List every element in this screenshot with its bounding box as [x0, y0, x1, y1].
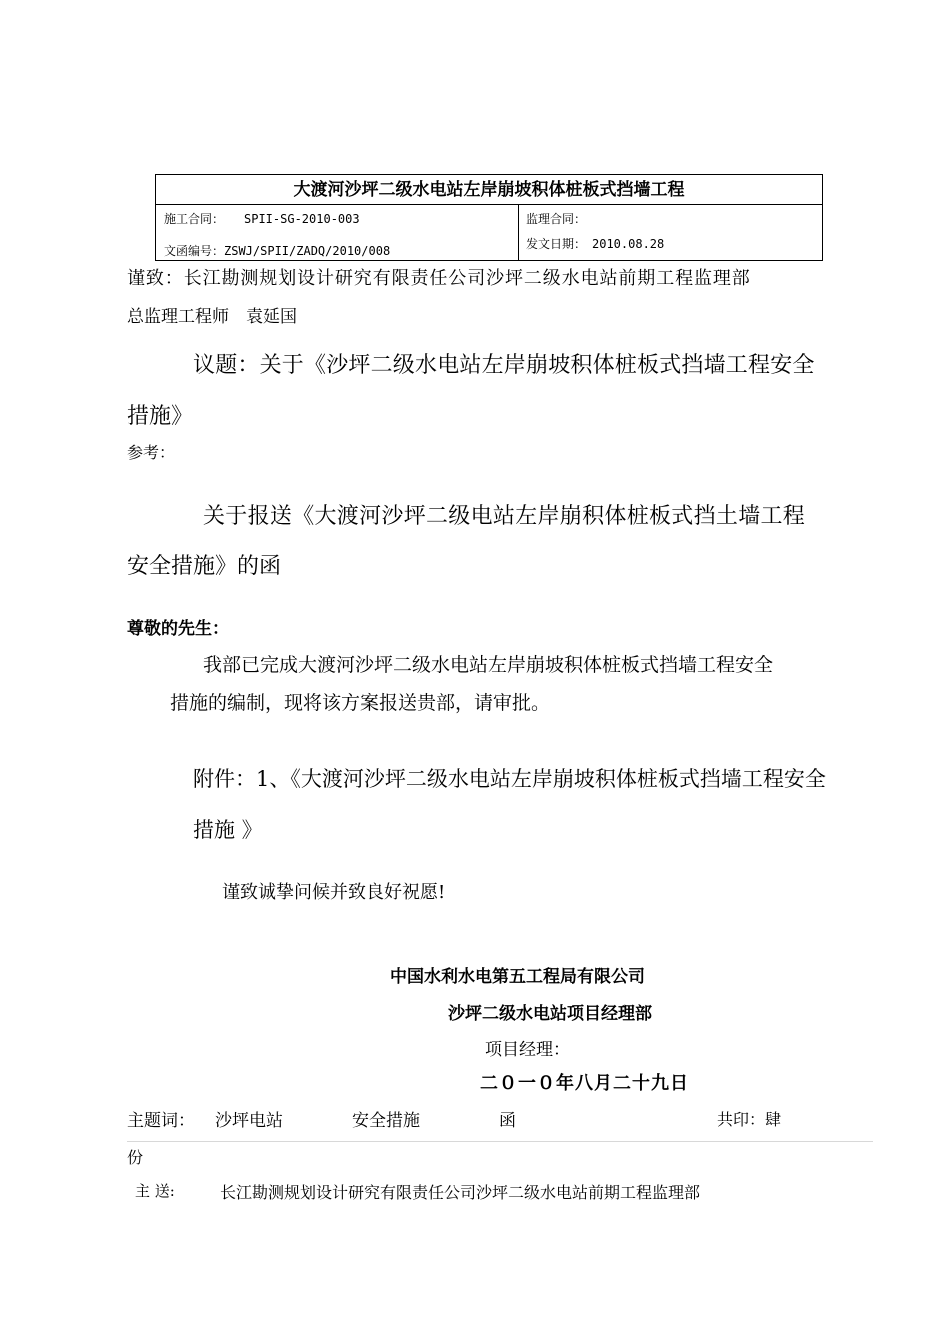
keywords-label: 主题词：	[127, 1111, 195, 1131]
letter-title-line-1: 关于报送《大渡河沙坪二级电站左岸崩积体桩板式挡土墙工程	[203, 504, 806, 529]
keyword-1: 沙坪电站	[215, 1111, 283, 1131]
manager-label: 项目经理：	[485, 1040, 570, 1060]
attachment-line-2: 措施 》	[193, 818, 263, 842]
table-divider	[518, 205, 519, 260]
footer-divider	[127, 1141, 873, 1142]
document-header-table	[155, 174, 823, 261]
attention-line: 总监理工程师 袁延国	[127, 307, 297, 327]
closing-line: 谨致诚挚问候并致良好祝愿!	[222, 882, 446, 903]
supervision-contract-label: 监理合同：	[526, 212, 587, 226]
keyword-3: 函	[499, 1111, 516, 1131]
body-line-1: 我部已完成大渡河沙坪二级水电站左岸崩坡积体桩板式挡墙工程安全	[203, 654, 774, 676]
department-name: 沙坪二级水电站项目经理部	[448, 1004, 652, 1024]
contract-value: SPII-SG-2010-003	[244, 212, 360, 226]
attachment-line-1: 附件：1、《大渡河沙坪二级水电站左岸崩坡积体桩板式挡墙工程安全	[193, 767, 826, 791]
send-label: 主 送:	[135, 1182, 175, 1200]
copies-label: 共印：肆	[717, 1110, 782, 1129]
body-line-2: 措施的编制，现将该方案报送贵部，请审批。	[170, 692, 551, 714]
reference-label: 参考：	[127, 443, 176, 462]
subject-line-2: 措施》	[127, 404, 194, 429]
contract-label: 施工合同：	[164, 212, 225, 226]
company-name: 中国水利水电第五工程局有限公司	[390, 967, 645, 987]
salutation: 尊敬的先生：	[127, 619, 229, 639]
project-title: 大渡河沙坪二级水电站左岸崩坡积体桩板式挡墙工程	[156, 175, 822, 205]
to-line: 谨致：长江勘测规划设计研究有限责任公司沙坪二级水电站前期工程监理部	[127, 268, 751, 289]
issue-date-label: 发文日期：	[526, 237, 587, 251]
doc-no-label: 文函编号：	[164, 244, 225, 258]
letter-title-line-2: 安全措施》的函	[127, 554, 282, 579]
subject-line-1: 议题：关于《沙坪二级水电站左岸崩坡积体桩板式挡墙工程安全	[193, 353, 815, 378]
issue-date-signature: 二０一０年八月二十九日	[480, 1073, 689, 1094]
send-value: 长江勘测规划设计研究有限责任公司沙坪二级水电站前期工程监理部	[220, 1183, 701, 1202]
doc-no-value: ZSWJ/SPII/ZADQ/2010/008	[224, 244, 391, 258]
keyword-2: 安全措施	[352, 1111, 420, 1131]
issue-date-value: 2010.08.28	[592, 237, 665, 251]
copies-unit: 份	[127, 1148, 144, 1167]
